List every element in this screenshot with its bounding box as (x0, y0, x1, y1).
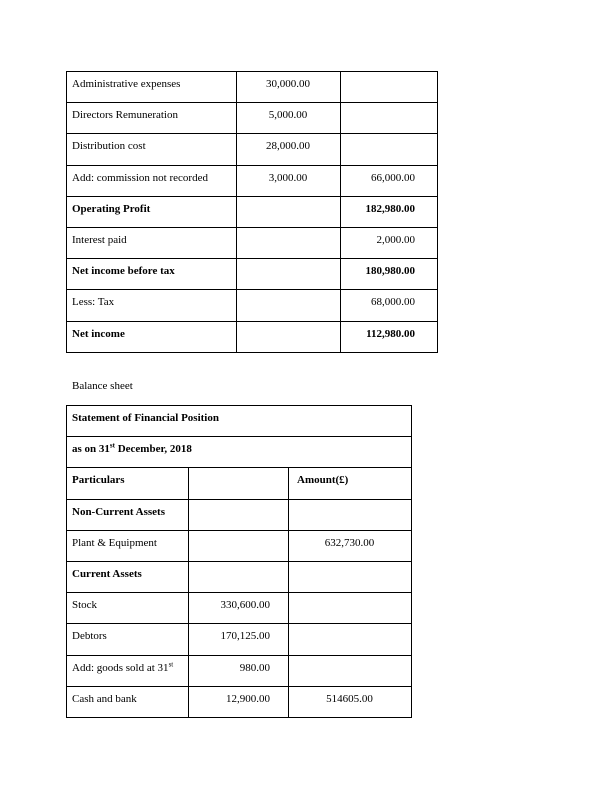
row-label: Add: goods sold at 31st (67, 655, 189, 686)
header-empty (189, 468, 289, 499)
table-row (67, 499, 412, 530)
statement-title: Statement of Financial Position (67, 406, 412, 437)
row-amount-2: 514605.00 (289, 686, 412, 717)
row-amount-1 (189, 530, 289, 561)
row-amount-1 (189, 561, 289, 592)
row-amount-1: 3,000.00 (237, 165, 341, 196)
table-row (67, 624, 412, 655)
row-amount-2 (289, 655, 412, 686)
row-amount-1: 12,900.00 (189, 686, 289, 717)
row-amount-1: 170,125.00 (189, 624, 289, 655)
table-row (67, 593, 412, 624)
row-label: Less: Tax (67, 290, 237, 321)
row-amount-1: 5,000.00 (237, 103, 341, 134)
table-row (67, 103, 438, 134)
table-row (67, 437, 412, 468)
income-statement-table (66, 71, 438, 353)
table-row (67, 686, 412, 717)
row-amount-2: 180,980.00 (341, 259, 438, 290)
row-amount-1: 330,600.00 (189, 593, 289, 624)
balance-sheet-caption: Balance sheet (72, 380, 133, 392)
row-label: Cash and bank (67, 686, 189, 717)
row-label: Directors Remuneration (67, 103, 237, 134)
row-label: Net income before tax (67, 259, 237, 290)
row-amount-2 (341, 103, 438, 134)
row-label: Distribution cost (67, 134, 237, 165)
row-amount-2: 112,980.00 (341, 321, 438, 352)
table-row (67, 290, 438, 321)
row-amount-2 (289, 593, 412, 624)
row-label: Non-Current Assets (67, 499, 189, 530)
row-amount-2: 68,000.00 (341, 290, 438, 321)
statement-date: as on 31st December, 2018 (67, 437, 412, 468)
table-row (67, 227, 438, 258)
row-amount-1 (237, 196, 341, 227)
row-label: Interest paid (67, 227, 237, 258)
row-amount-2: 182,980.00 (341, 196, 438, 227)
row-amount-2 (341, 72, 438, 103)
table-row (67, 655, 412, 686)
table-row (67, 561, 412, 592)
row-label: Net income (67, 321, 237, 352)
row-label: Administrative expenses (67, 72, 237, 103)
row-amount-2: 2,000.00 (341, 227, 438, 258)
table-row (67, 321, 438, 352)
row-amount-1 (237, 227, 341, 258)
table-row (67, 530, 412, 561)
row-label: Current Assets (67, 561, 189, 592)
row-amount-1: 28,000.00 (237, 134, 341, 165)
row-amount-2 (289, 499, 412, 530)
table-row (67, 72, 438, 103)
row-label: Debtors (67, 624, 189, 655)
row-label: Plant & Equipment (67, 530, 189, 561)
row-amount-2: 66,000.00 (341, 165, 438, 196)
row-amount-2: 632,730.00 (289, 530, 412, 561)
row-label: Add: commission not recorded (67, 165, 237, 196)
row-label: Stock (67, 593, 189, 624)
row-amount-1: 980.00 (189, 655, 289, 686)
table-row (67, 196, 438, 227)
row-amount-1 (237, 259, 341, 290)
row-amount-2 (289, 624, 412, 655)
row-amount-1 (237, 290, 341, 321)
row-amount-1 (189, 499, 289, 530)
table-row (67, 134, 438, 165)
row-amount-2 (289, 561, 412, 592)
header-particulars: Particulars (67, 468, 189, 499)
row-amount-2 (341, 134, 438, 165)
header-amount: Amount(£) (289, 468, 412, 499)
table-row (67, 165, 438, 196)
balance-sheet-table (66, 405, 412, 718)
table-row (67, 406, 412, 437)
row-amount-1 (237, 321, 341, 352)
row-label: Operating Profit (67, 196, 237, 227)
row-amount-1: 30,000.00 (237, 72, 341, 103)
table-row (67, 259, 438, 290)
table-header-row (67, 468, 412, 499)
